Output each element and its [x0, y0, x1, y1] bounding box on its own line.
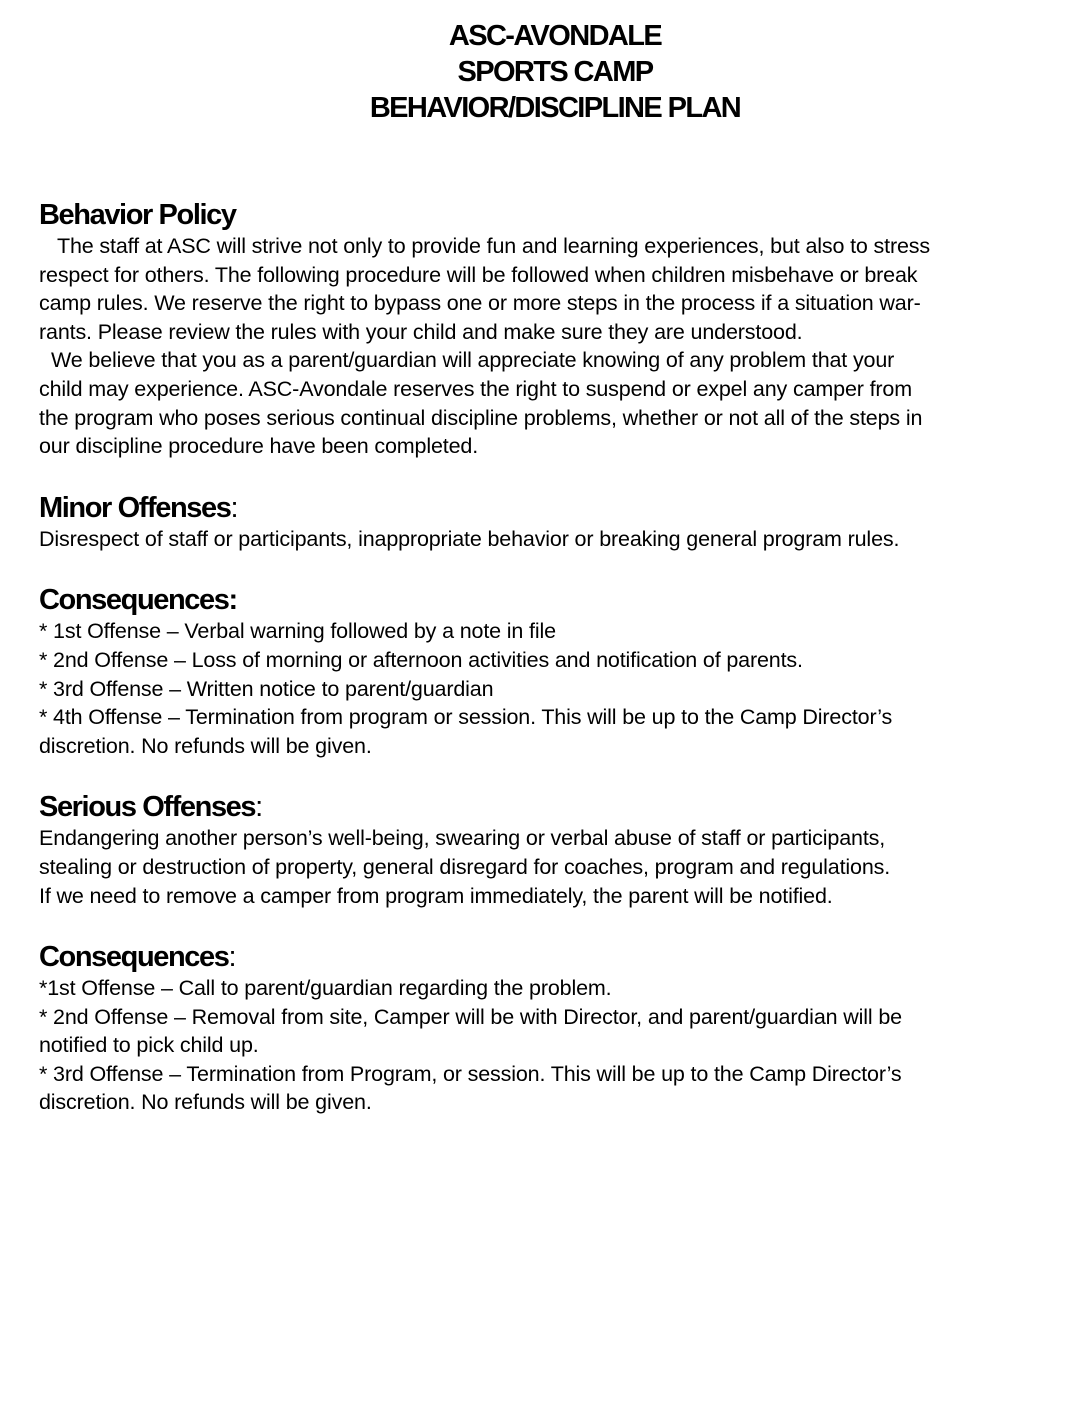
list-item: * 2nd Offense – Loss of morning or afternoon activities and notification of parents.: [39, 647, 803, 672]
list-item: * 3rd Offense – Termination from Program, or session. This will be up to the Camp Director’s: [39, 1061, 902, 1086]
behavior-policy-paragraph-2: [39, 346, 1059, 460]
text-line: respect for others. The following procedure will be followed when children misbehave or break: [39, 262, 918, 287]
minor-offenses-heading-text: Minor Offenses: [39, 491, 231, 524]
minor-consequences-section: [39, 583, 1059, 760]
minor-offenses-heading: [39, 491, 1059, 525]
text-line: rants. Please review the rules with your child and make sure they are understood.: [39, 319, 803, 344]
list-item: * 2nd Offense – Removal from site, Camper will be with Director, and parent/guardian will be: [39, 1004, 902, 1029]
text-line: Endangering another person’s well-being, swearing or verbal abuse of staff or participants,: [39, 826, 886, 851]
text-line: camp rules. We reserve the right to bypass one or more steps in the process if a situation war-: [39, 291, 921, 316]
list-item: * 3rd Offense – Written notice to parent/guardian: [39, 676, 494, 701]
serious-offenses-description: [39, 824, 1059, 910]
minor-consequences-heading: Consequences:: [39, 584, 237, 617]
title-line-3: BEHAVIOR/DISCIPLINE PLAN: [369, 92, 741, 124]
text-line: our discipline procedure have been completed.: [39, 434, 479, 459]
minor-offenses-section: [39, 491, 1059, 554]
serious-consequences-heading: [39, 940, 1059, 974]
serious-offenses-heading-text: Serious Offenses: [39, 791, 256, 824]
list-item: * 4th Offense – Termination from program or session. This will be up to the Camp Director’s: [39, 705, 893, 730]
text-line: stealing or destruction of property, general disregard for coaches, program and regulations.: [39, 854, 891, 879]
behavior-policy-paragraph-1: [39, 232, 1059, 346]
text-line: Disrespect of staff or participants, inappropriate behavior or breaking general program rules.: [39, 526, 900, 551]
list-item: discretion. No refunds will be given.: [39, 733, 372, 758]
text-line: We believe that you as a parent/guardian will appreciate knowing of any problem that your: [51, 348, 895, 373]
heading-colon: :: [228, 941, 237, 974]
heading-colon: :: [255, 791, 264, 824]
list-item: *1st Offense – Call to parent/guardian regarding the problem.: [39, 976, 612, 1001]
minor-offenses-description: [39, 525, 1059, 554]
list-item: discretion. No refunds will be given.: [39, 1090, 372, 1115]
list-item: * 1st Offense – Verbal warning followed by a note in file: [39, 619, 556, 644]
behavior-policy-heading: Behavior Policy: [39, 199, 236, 231]
text-line: the program who poses serious continual discipline problems, whether or not all of the steps in: [39, 405, 923, 430]
text-line: The staff at ASC will strive not only to provide fun and learning experiences, but also to stress: [57, 234, 930, 258]
text-line: child may experience. ASC-Avondale reserves the right to suspend or expel any camper from: [39, 376, 912, 401]
serious-consequences-heading-text: Consequences: [39, 941, 229, 974]
serious-offenses-heading: [39, 790, 1059, 824]
document-page: [39, 18, 1059, 1117]
serious-consequences-list: [39, 974, 1059, 1117]
serious-offenses-section: [39, 790, 1059, 910]
title-line-1: ASC-AVONDALE: [448, 20, 662, 52]
minor-consequences-list: [39, 617, 1059, 760]
title-line-2: SPORTS CAMP: [457, 56, 653, 88]
list-item: notified to pick child up.: [39, 1033, 259, 1058]
serious-consequences-section: [39, 940, 1059, 1117]
text-line: If we need to remove a camper from program immediately, the parent will be notified.: [39, 883, 833, 908]
heading-colon: :: [230, 491, 239, 524]
behavior-policy-section: [39, 198, 1059, 461]
document-title: [0, 18, 1088, 126]
